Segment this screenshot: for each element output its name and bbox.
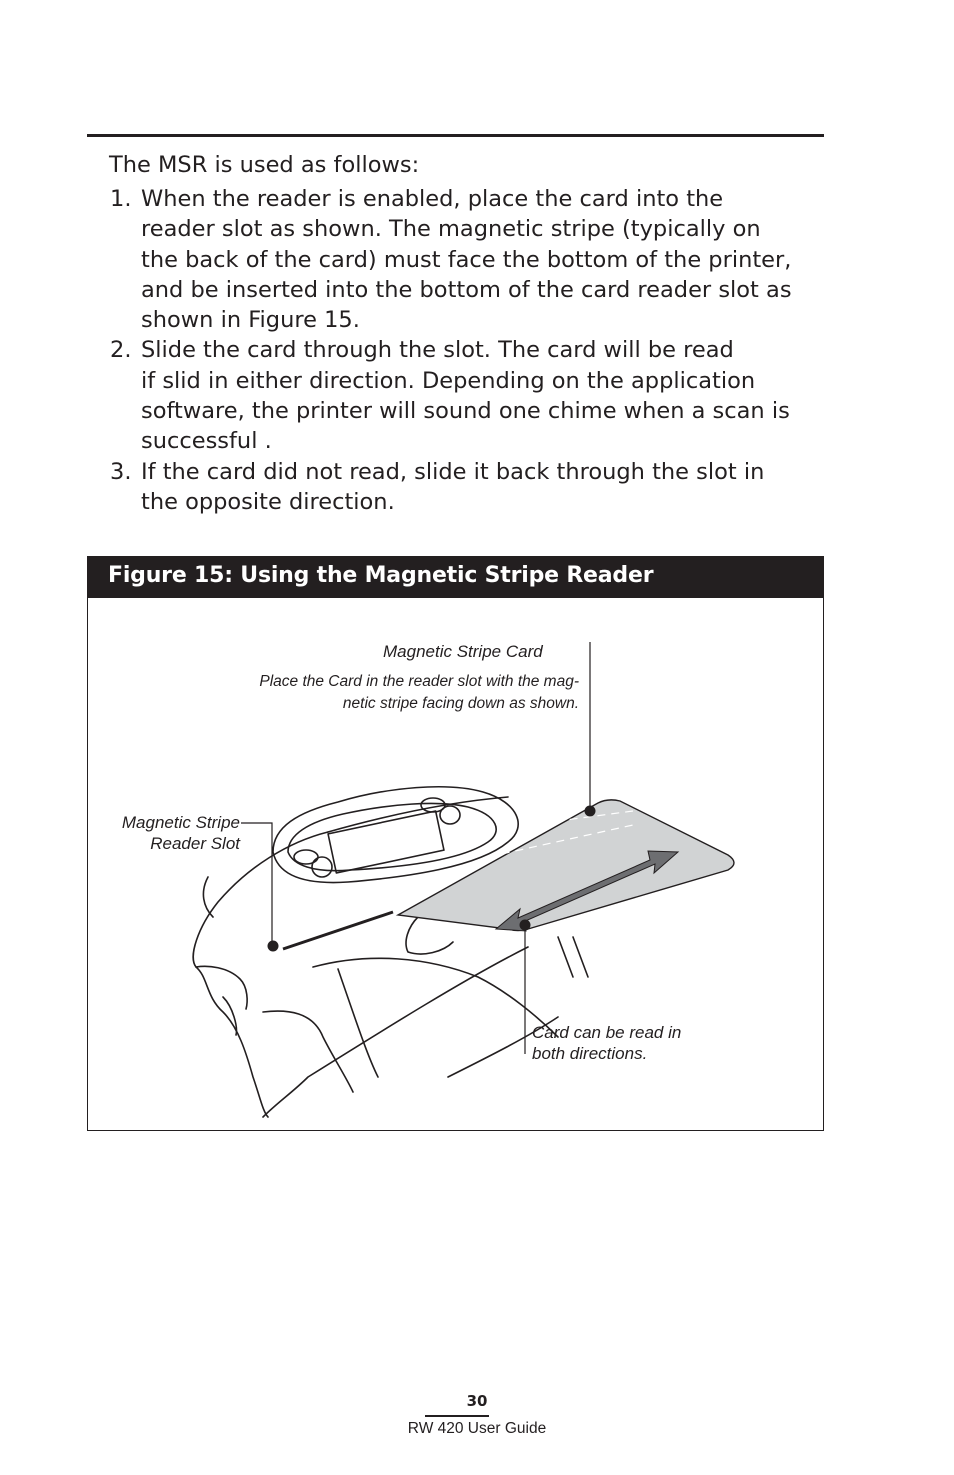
step-line: the back of the card) must face the bottom of the printer, <box>141 246 792 273</box>
reader-slot <box>283 912 393 949</box>
direction-callout-line2: both directions. <box>532 1044 648 1063</box>
footer-rule <box>425 1415 489 1417</box>
step-number: 2. <box>110 337 132 364</box>
card-callout-title: Magnetic Stripe Card <box>383 642 543 661</box>
step-line: Slide the card through the slot. The card will be read <box>141 337 734 364</box>
guide-title: RW 420 User Guide <box>407 1420 547 1437</box>
step-line: the opposite direction. <box>141 488 395 515</box>
step-2 <box>110 335 830 456</box>
direction-callout-line1: Card can be read in <box>532 1023 682 1042</box>
step-number: 3. <box>110 458 132 485</box>
step-line: When the reader is enabled, place the card into the <box>141 186 724 212</box>
step-line: If the card did not read, slide it back through the slot in <box>141 458 765 485</box>
top-rule <box>87 134 824 137</box>
card-leader-dot <box>585 806 596 817</box>
slot-callout-line2: Reader Slot <box>150 834 240 853</box>
card-callout-note-line2: netic stripe facing down as shown. <box>342 695 579 712</box>
figure-15 <box>87 556 824 1131</box>
step-number: 1. <box>110 186 132 212</box>
steps-list <box>110 184 830 517</box>
step-1 <box>110 184 830 335</box>
step-line: if slid in either direction. Depending on the application <box>141 367 756 394</box>
slot-leader-dot <box>268 941 279 952</box>
slot-leader-line <box>241 823 272 945</box>
slot-callout-line1: Magnetic Stripe <box>121 813 240 832</box>
figure-title: Figure 15: Using the Magnetic Stripe Reader <box>108 563 654 588</box>
page-number: 30 <box>466 1392 488 1410</box>
printer-button <box>440 806 460 824</box>
intro-text: The MSR is used as follows: <box>109 152 420 178</box>
step-3 <box>110 457 830 518</box>
step-line: successful . <box>141 428 272 455</box>
card-callout-note-line1: Place the Card in the reader slot with the mag- <box>259 673 579 690</box>
printer-lcd <box>328 811 444 873</box>
magnetic-stripe-card <box>398 800 734 931</box>
printer-button <box>312 857 332 877</box>
direction-leader-dot <box>520 920 531 931</box>
step-line: software, the printer will sound one chime when a scan is <box>141 398 790 425</box>
step-line: and be inserted into the bottom of the card reader slot as <box>141 276 792 303</box>
step-line: reader slot as shown. The magnetic stripe (typically on <box>141 216 761 243</box>
printer-button <box>294 850 318 864</box>
step-line: shown in Figure 15. <box>141 307 360 334</box>
